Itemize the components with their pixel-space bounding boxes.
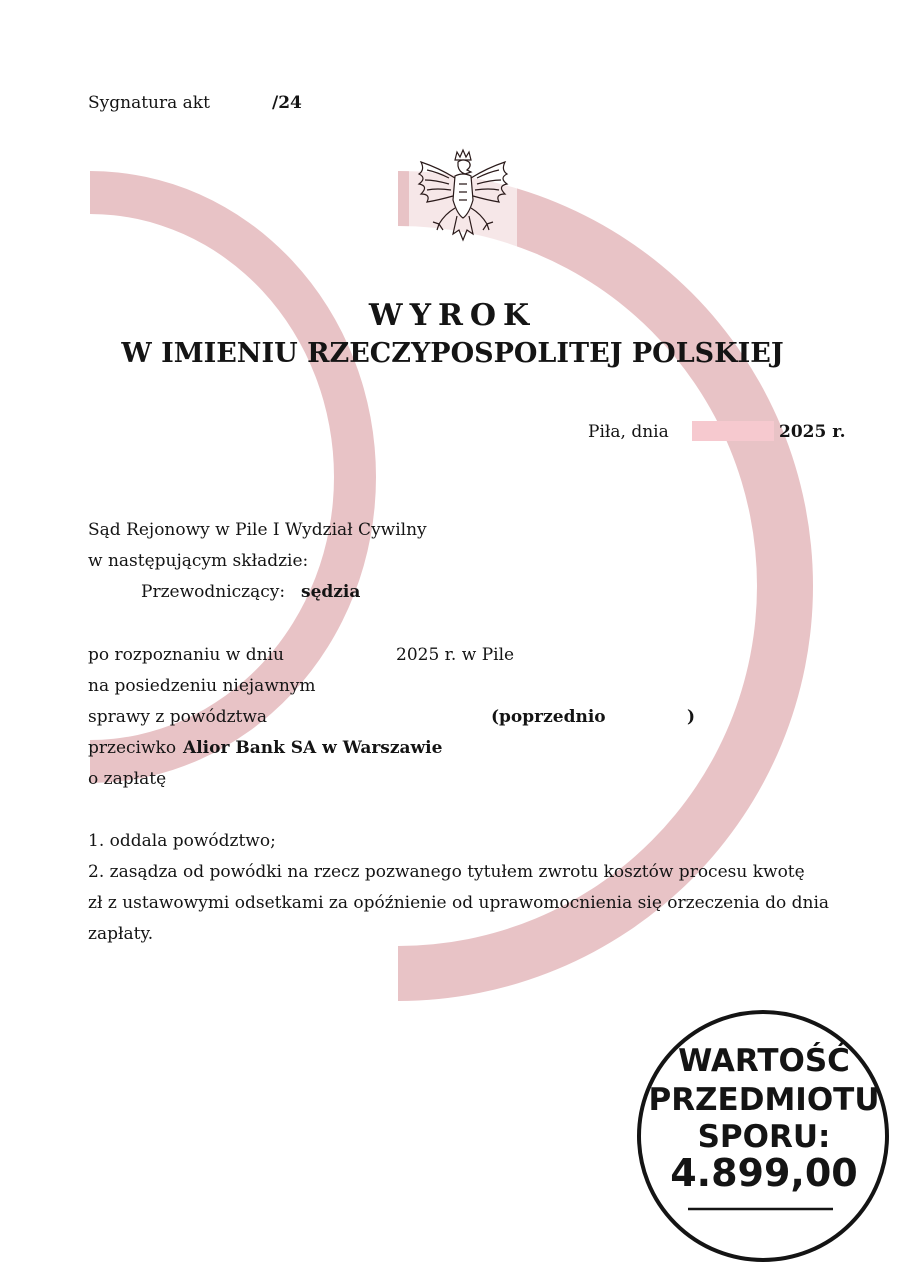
- formerly-open: (poprzednio: [491, 707, 606, 727]
- ruling-item-1: 1. oddala powództwo;: [88, 831, 276, 851]
- formerly-close: ): [687, 707, 696, 727]
- against-label: przeciwko: [88, 738, 177, 758]
- court-name: Sąd Rejonowy w Pile I Wydział Cywilny: [88, 520, 427, 540]
- defendant-name: Alior Bank SA w Warszawie: [183, 738, 443, 758]
- ruling-item-2-line-2: zł z ustawowymi odsetkami za opóźnienie od uprawomocnienia się orzeczenia do dnia: [88, 893, 830, 913]
- chair-value: sędzia: [301, 582, 361, 602]
- case-signature-suffix: /24: [272, 93, 302, 113]
- chair-label: Przewodniczący:: [141, 582, 286, 602]
- date-redaction: [692, 421, 774, 441]
- examined-date: 2025 r. w Pile: [396, 645, 515, 665]
- ruling-item-2-line-3: zapłaty.: [88, 924, 154, 944]
- date-year: 2025 r.: [779, 422, 846, 442]
- court-composition: w następującym składzie:: [88, 551, 309, 571]
- session-text: na posiedzeniu niejawnym: [88, 676, 316, 696]
- examined-text: po rozpoznaniu w dniu: [88, 645, 284, 665]
- case-signature-label: Sygnatura akt: [88, 93, 210, 113]
- date-place: Piła, dnia: [588, 422, 669, 442]
- subject-text: o zapłatę: [88, 769, 167, 789]
- document-subtitle: W IMIENIU RZECZYPOSPOLITEJ POLSKIEJ: [121, 338, 784, 369]
- ruling-item-2-line-1: 2. zasądza od powódki na rzecz pozwanego tytułem zwrotu kosztów procesu kwotę: [88, 862, 805, 882]
- stamp-line-2: PRZEDMIOTU: [648, 1082, 880, 1118]
- stamp-line-3: SPORU:: [697, 1119, 831, 1155]
- case-of-text: sprawy z powództwa: [88, 707, 268, 727]
- stamp-value: 4.899,00: [670, 1151, 858, 1195]
- stamp-line-1: WARTOŚĆ: [678, 1043, 850, 1079]
- document-title: WYROK: [368, 298, 537, 333]
